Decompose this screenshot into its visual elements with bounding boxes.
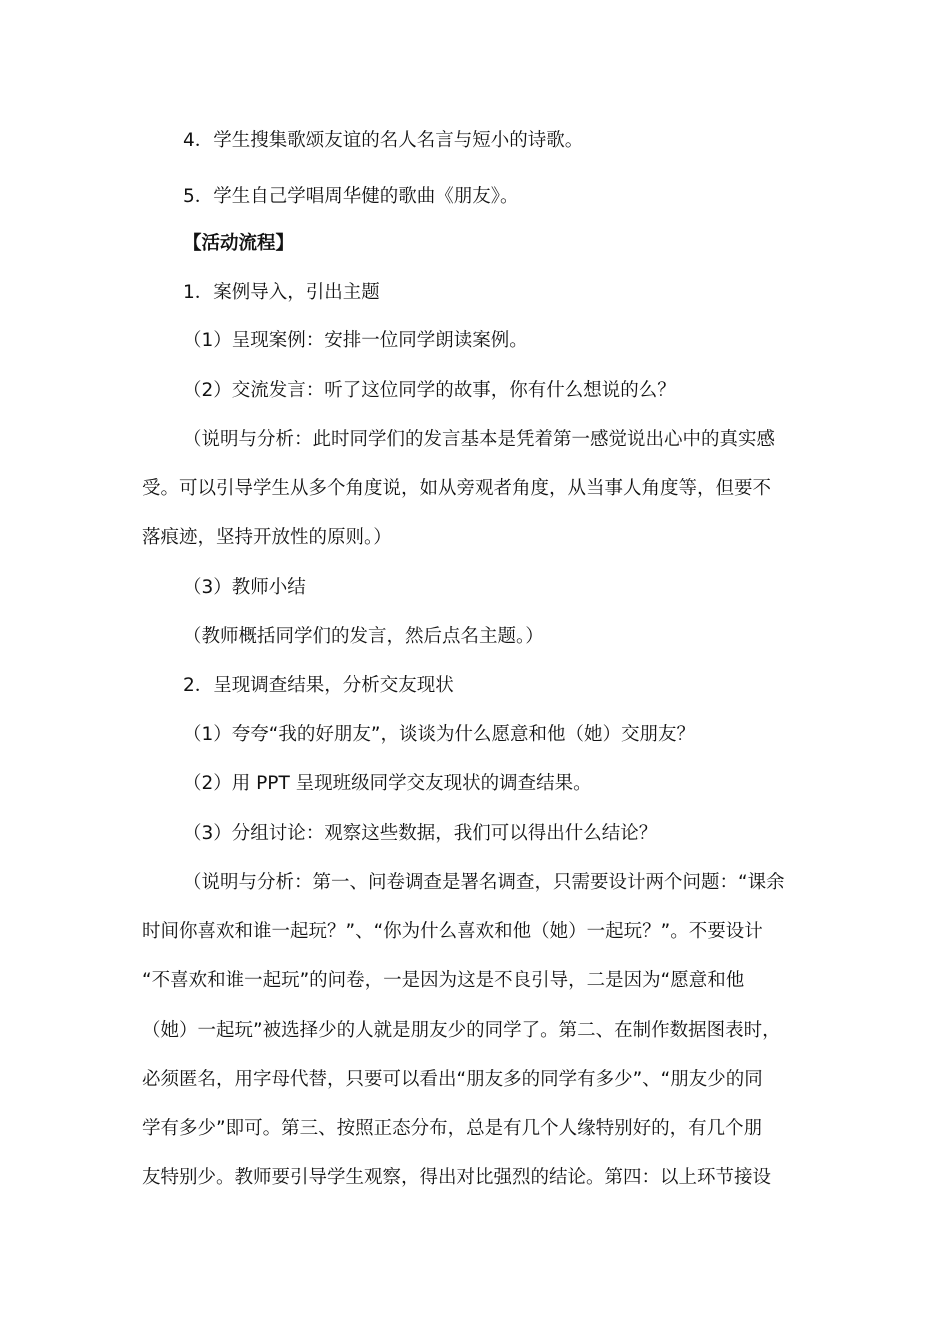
text-line: 学有多少”即可。第三、按照正态分布，总是有几个人缘特别好的，有几个朋 <box>142 1118 763 1139</box>
text-line: 必须匿名，用字母代替，只要可以看出“朋友多的同学有多少”、“朋友少的同 <box>142 1069 763 1090</box>
text-line: 4．学生搜集歌颂友谊的名人名言与短小的诗歌。 <box>183 130 584 151</box>
text-line: （1）呈现案例：安排一位同学朗读案例。 <box>183 330 528 351</box>
text-line: 时间你喜欢和谁一起玩？”、“你为什么喜欢和他（她）一起玩？”。不要设计 <box>142 921 763 942</box>
text-line: 落痕迹，坚持开放性的原则。） <box>142 527 392 548</box>
text-line: （3）分组讨论：观察这些数据，我们可以得出什么结论？ <box>183 823 658 844</box>
text-line: （1）夸夸“我的好朋友”，谈谈为什么愿意和他（她）交朋友？ <box>183 724 695 745</box>
text-line: （2）用 PPT 呈现班级同学交友现状的调查结果。 <box>183 773 592 794</box>
text-line: （2）交流发言：听了这位同学的故事，你有什么想说的么？ <box>183 380 676 401</box>
text-line: 2．呈现调查结果，分析交友现状 <box>183 675 454 696</box>
text-line: 5．学生自己学唱周华健的歌曲《朋友》。 <box>183 186 519 207</box>
text-line: （说明与分析：此时同学们的发言基本是凭着第一感觉说出心中的真实感 <box>183 429 776 450</box>
text-line: “不喜欢和谁一起玩”的问卷，一是因为这是不良引导，二是因为“愿意和他 <box>142 970 745 991</box>
section-heading: 【活动流程】 <box>183 233 295 254</box>
text-line: 1．案例导入，引出主题 <box>183 282 380 303</box>
text-line: 受。可以引导学生从多个角度说，如从旁观者角度，从当事人角度等，但要不 <box>142 478 772 499</box>
text-line: 友特别少。教师要引导学生观察，得出对比强烈的结论。第四：以上环节接设 <box>142 1167 772 1188</box>
text-line: （说明与分析：第一、问卷调查是署名调查，只需要设计两个问题：“课余 <box>183 872 785 893</box>
text-line: （她）一起玩”被选择少的人就是朋友少的同学了。第二、在制作数据图表时， <box>142 1020 781 1041</box>
text-line: （教师概括同学们的发言，然后点名主题。） <box>183 626 544 647</box>
text-line: （3）教师小结 <box>183 577 306 598</box>
